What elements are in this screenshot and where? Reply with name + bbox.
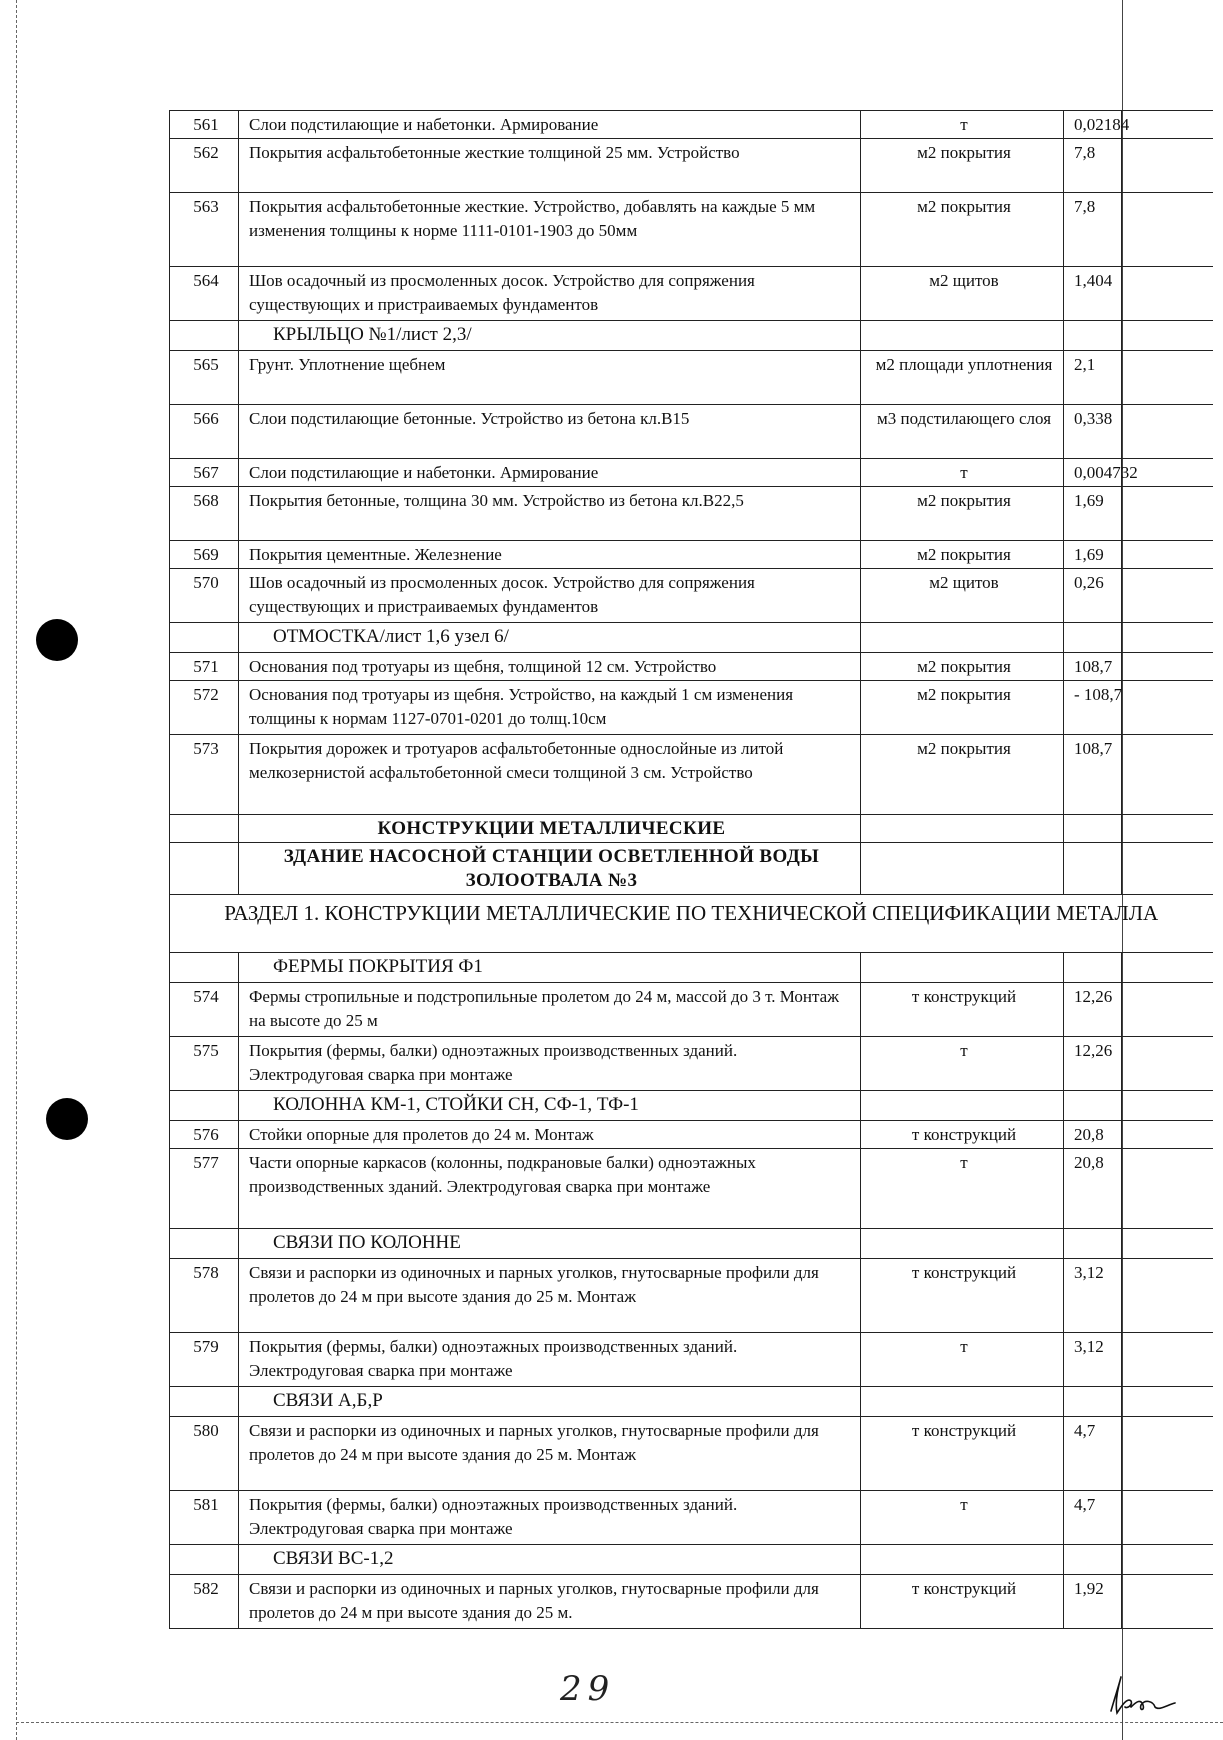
item-description: Части опорные каркасов (колонны, подкрановые балки) одноэтажных производственных зданий. Электродуговая сварка при монтаже bbox=[239, 1149, 861, 1229]
group-title: КОЛОННА КМ-1, СТОЙКИ СН, СФ-1, ТФ-1 bbox=[239, 1091, 861, 1121]
item-unit: м2 покрытия bbox=[861, 193, 1064, 267]
item-extra-cell bbox=[1122, 1575, 1213, 1629]
empty-cell bbox=[1064, 815, 1122, 843]
item-number: 572 bbox=[170, 681, 239, 735]
item-extra-cell bbox=[1122, 681, 1213, 735]
table-row bbox=[170, 139, 1213, 193]
item-quantity: 0,004732 bbox=[1064, 459, 1122, 487]
table-row bbox=[170, 1333, 1213, 1387]
item-quantity: 1,404 bbox=[1064, 267, 1122, 321]
item-unit: м2 щитов bbox=[861, 569, 1064, 623]
item-extra-cell bbox=[1122, 139, 1213, 193]
empty-cell bbox=[861, 1229, 1064, 1259]
empty-cell bbox=[861, 623, 1064, 653]
item-description: Покрытия бетонные, толщина 30 мм. Устройство из бетона кл.В22,5 bbox=[239, 487, 861, 541]
section-title: ЗДАНИЕ НАСОСНОЙ СТАНЦИИ ОСВЕТЛЕННОЙ ВОДЫ ЗОЛООТВАЛА №3 bbox=[239, 843, 861, 895]
item-number: 576 bbox=[170, 1121, 239, 1149]
empty-cell bbox=[1122, 1229, 1213, 1259]
item-number: 561 bbox=[170, 111, 239, 139]
item-unit: т конструкций bbox=[861, 983, 1064, 1037]
item-quantity: 1,69 bbox=[1064, 541, 1122, 569]
item-quantity: 3,12 bbox=[1064, 1259, 1122, 1333]
group-title: ОТМОСТКА/лист 1,6 узел 6/ bbox=[239, 623, 861, 653]
page-number: 29 bbox=[560, 1669, 616, 1709]
item-unit: т bbox=[861, 1491, 1064, 1545]
empty-cell bbox=[1064, 1545, 1122, 1575]
item-extra-cell bbox=[1122, 487, 1213, 541]
item-extra-cell bbox=[1122, 569, 1213, 623]
item-description: Слои подстилающие и набетонки. Армирование bbox=[239, 459, 861, 487]
item-description: Покрытия асфальтобетонные жесткие. Устройство, добавлять на каждые 5 мм изменения толщины к норме 1111-0101-1903 до 50мм bbox=[239, 193, 861, 267]
item-description: Стойки опорные для пролетов до 24 м. Монтаж bbox=[239, 1121, 861, 1149]
item-unit: м2 покрытия bbox=[861, 681, 1064, 735]
item-extra-cell bbox=[1122, 1333, 1213, 1387]
empty-cell bbox=[861, 1545, 1064, 1575]
item-quantity: - 108,7 bbox=[1064, 681, 1122, 735]
empty-cell bbox=[861, 1387, 1064, 1417]
empty-cell bbox=[1122, 953, 1213, 983]
item-unit: т конструкций bbox=[861, 1259, 1064, 1333]
empty-cell bbox=[1122, 1387, 1213, 1417]
item-description: Связи и распорки из одиночных и парных уголков, гнутосварные профили для пролетов до 24 м при высоте здания до 25 м. bbox=[239, 1575, 861, 1629]
item-quantity: 3,12 bbox=[1064, 1333, 1122, 1387]
table-row bbox=[170, 459, 1213, 487]
empty-cell bbox=[1064, 1091, 1122, 1121]
item-quantity: 0,338 bbox=[1064, 405, 1122, 459]
item-description: Шов осадочный из просмоленных досок. Устройство для сопряжения существующих и пристраиваемых фундаментов bbox=[239, 569, 861, 623]
item-unit: т bbox=[861, 111, 1064, 139]
empty-cell bbox=[1122, 623, 1213, 653]
item-quantity: 1,92 bbox=[1064, 1575, 1122, 1629]
item-number: 566 bbox=[170, 405, 239, 459]
empty-cell bbox=[170, 1229, 239, 1259]
table-row bbox=[170, 541, 1213, 569]
item-quantity: 0,02184 bbox=[1064, 111, 1122, 139]
item-quantity: 7,8 bbox=[1064, 139, 1122, 193]
group-heading-row bbox=[170, 953, 1213, 983]
item-extra-cell bbox=[1122, 1417, 1213, 1491]
item-unit: т bbox=[861, 1149, 1064, 1229]
item-quantity: 12,26 bbox=[1064, 1037, 1122, 1091]
table-row bbox=[170, 681, 1213, 735]
group-title: КРЫЛЬЦО №1/лист 2,3/ bbox=[239, 321, 861, 351]
group-heading-row bbox=[170, 1229, 1213, 1259]
item-number: 577 bbox=[170, 1149, 239, 1229]
empty-cell bbox=[170, 953, 239, 983]
empty-cell bbox=[1122, 1091, 1213, 1121]
empty-cell bbox=[861, 815, 1064, 843]
item-extra-cell bbox=[1122, 735, 1213, 815]
item-unit: т конструкций bbox=[861, 1575, 1064, 1629]
table-row bbox=[170, 487, 1213, 541]
item-number: 570 bbox=[170, 569, 239, 623]
item-unit: м2 покрытия bbox=[861, 541, 1064, 569]
group-heading-row bbox=[170, 1091, 1213, 1121]
table-row bbox=[170, 1259, 1213, 1333]
item-number: 569 bbox=[170, 541, 239, 569]
empty-cell bbox=[170, 1387, 239, 1417]
item-quantity: 0,26 bbox=[1064, 569, 1122, 623]
item-description: Грунт. Уплотнение щебнем bbox=[239, 351, 861, 405]
table-row bbox=[170, 1417, 1213, 1491]
table-row bbox=[170, 351, 1213, 405]
item-unit: т bbox=[861, 459, 1064, 487]
empty-cell bbox=[1064, 321, 1122, 351]
empty-cell bbox=[1122, 1545, 1213, 1575]
cut-line-bottom bbox=[16, 1722, 1223, 1723]
empty-cell bbox=[861, 321, 1064, 351]
item-quantity: 108,7 bbox=[1064, 735, 1122, 815]
item-number: 568 bbox=[170, 487, 239, 541]
table-row bbox=[170, 111, 1213, 139]
work-items-table bbox=[169, 110, 1213, 1629]
item-number: 574 bbox=[170, 983, 239, 1037]
group-heading-row bbox=[170, 321, 1213, 351]
item-quantity: 108,7 bbox=[1064, 653, 1122, 681]
item-description: Слои подстилающие и набетонки. Армирование bbox=[239, 111, 861, 139]
group-heading-row bbox=[170, 1387, 1213, 1417]
empty-cell bbox=[170, 815, 239, 843]
item-quantity: 4,7 bbox=[1064, 1417, 1122, 1491]
empty-cell bbox=[1122, 815, 1213, 843]
empty-cell bbox=[170, 1545, 239, 1575]
table-row bbox=[170, 1491, 1213, 1545]
item-extra-cell bbox=[1122, 351, 1213, 405]
table-row bbox=[170, 983, 1213, 1037]
item-extra-cell bbox=[1122, 541, 1213, 569]
item-quantity: 20,8 bbox=[1064, 1121, 1122, 1149]
empty-cell bbox=[1064, 623, 1122, 653]
empty-cell bbox=[170, 843, 239, 895]
empty-cell bbox=[1064, 953, 1122, 983]
item-description: Основания под тротуары из щебня, толщиной 12 см. Устройство bbox=[239, 653, 861, 681]
item-quantity: 20,8 bbox=[1064, 1149, 1122, 1229]
table-row bbox=[170, 267, 1213, 321]
item-description: Покрытия цементные. Железнение bbox=[239, 541, 861, 569]
table-row bbox=[170, 569, 1213, 623]
item-extra-cell bbox=[1122, 405, 1213, 459]
item-unit: м2 покрытия bbox=[861, 653, 1064, 681]
item-extra-cell bbox=[1122, 1149, 1213, 1229]
section-heading-row bbox=[170, 843, 1213, 895]
item-unit: м2 покрытия bbox=[861, 487, 1064, 541]
item-quantity: 4,7 bbox=[1064, 1491, 1122, 1545]
group-title: СВЯЗИ А,Б,Р bbox=[239, 1387, 861, 1417]
table-row bbox=[170, 405, 1213, 459]
empty-cell bbox=[861, 843, 1064, 895]
item-description: Покрытия (фермы, балки) одноэтажных производственных зданий. Электродуговая сварка при монтаже bbox=[239, 1333, 861, 1387]
section-title: КОНСТРУКЦИИ МЕТАЛЛИЧЕСКИЕ bbox=[239, 815, 861, 843]
item-extra-cell bbox=[1122, 983, 1213, 1037]
signature-mark bbox=[1105, 1667, 1185, 1723]
group-heading-row bbox=[170, 623, 1213, 653]
item-unit: м2 площади уплотнения bbox=[861, 351, 1064, 405]
item-number: 564 bbox=[170, 267, 239, 321]
item-quantity: 12,26 bbox=[1064, 983, 1122, 1037]
item-extra-cell bbox=[1122, 267, 1213, 321]
group-heading-row bbox=[170, 1545, 1213, 1575]
item-extra-cell bbox=[1122, 1259, 1213, 1333]
punch-hole bbox=[46, 1098, 88, 1140]
item-quantity: 7,8 bbox=[1064, 193, 1122, 267]
item-description: Шов осадочный из просмоленных досок. Устройство для сопряжения существующих и пристраиваемых фундаментов bbox=[239, 267, 861, 321]
cut-line-left bbox=[16, 0, 17, 1740]
table-row bbox=[170, 653, 1213, 681]
item-description: Основания под тротуары из щебня. Устройство, на каждый 1 см изменения толщины к нормам 1127-0701-0201 до толщ.10см bbox=[239, 681, 861, 735]
work-items-body bbox=[170, 111, 1213, 1629]
table-row bbox=[170, 735, 1213, 815]
empty-cell bbox=[1064, 1387, 1122, 1417]
item-number: 573 bbox=[170, 735, 239, 815]
group-title: ФЕРМЫ ПОКРЫТИЯ Ф1 bbox=[239, 953, 861, 983]
item-extra-cell bbox=[1122, 193, 1213, 267]
empty-cell bbox=[170, 321, 239, 351]
item-quantity: 2,1 bbox=[1064, 351, 1122, 405]
table-row bbox=[170, 1037, 1213, 1091]
table-row bbox=[170, 1575, 1213, 1629]
item-number: 579 bbox=[170, 1333, 239, 1387]
empty-cell bbox=[170, 1091, 239, 1121]
table-row bbox=[170, 1149, 1213, 1229]
item-description: Покрытия (фермы, балки) одноэтажных производственных зданий. Электродуговая сварка при монтаже bbox=[239, 1037, 861, 1091]
item-unit: т bbox=[861, 1333, 1064, 1387]
section-title-row bbox=[170, 895, 1213, 953]
item-number: 567 bbox=[170, 459, 239, 487]
item-number: 582 bbox=[170, 1575, 239, 1629]
item-extra-cell bbox=[1122, 1491, 1213, 1545]
empty-cell bbox=[170, 623, 239, 653]
item-number: 563 bbox=[170, 193, 239, 267]
item-number: 575 bbox=[170, 1037, 239, 1091]
item-extra-cell bbox=[1122, 653, 1213, 681]
section-full-title: РАЗДЕЛ 1. КОНСТРУКЦИИ МЕТАЛЛИЧЕСКИЕ ПО ТЕХНИЧЕСКОЙ СПЕЦИФИКАЦИИ МЕТАЛЛА bbox=[170, 895, 1213, 953]
item-extra-cell bbox=[1122, 111, 1213, 139]
section-heading-row bbox=[170, 815, 1213, 843]
item-quantity: 1,69 bbox=[1064, 487, 1122, 541]
item-unit: т bbox=[861, 1037, 1064, 1091]
empty-cell bbox=[1122, 321, 1213, 351]
item-unit: м2 покрытия bbox=[861, 735, 1064, 815]
item-unit: м2 щитов bbox=[861, 267, 1064, 321]
empty-cell bbox=[861, 1091, 1064, 1121]
item-description: Покрытия дорожек и тротуаров асфальтобетонные однослойные из литой мелкозернистой асфальтобетонной смеси толщиной 3 см. Устройство bbox=[239, 735, 861, 815]
punch-hole bbox=[36, 619, 78, 661]
item-extra-cell bbox=[1122, 1121, 1213, 1149]
group-title: СВЯЗИ ПО КОЛОННЕ bbox=[239, 1229, 861, 1259]
table-row bbox=[170, 193, 1213, 267]
item-number: 562 bbox=[170, 139, 239, 193]
table-row bbox=[170, 1121, 1213, 1149]
item-number: 581 bbox=[170, 1491, 239, 1545]
item-description: Покрытия асфальтобетонные жесткие толщиной 25 мм. Устройство bbox=[239, 139, 861, 193]
item-number: 578 bbox=[170, 1259, 239, 1333]
item-description: Связи и распорки из одиночных и парных уголков, гнутосварные профили для пролетов до 24 м при высоте здания до 25 м. Монтаж bbox=[239, 1417, 861, 1491]
item-extra-cell bbox=[1122, 1037, 1213, 1091]
item-number: 580 bbox=[170, 1417, 239, 1491]
item-number: 565 bbox=[170, 351, 239, 405]
item-description: Покрытия (фермы, балки) одноэтажных производственных зданий. Электродуговая сварка при монтаже bbox=[239, 1491, 861, 1545]
empty-cell bbox=[1064, 843, 1122, 895]
empty-cell bbox=[1122, 843, 1213, 895]
empty-cell bbox=[861, 953, 1064, 983]
item-unit: м3 подстилающего слоя bbox=[861, 405, 1064, 459]
item-number: 571 bbox=[170, 653, 239, 681]
empty-cell bbox=[1064, 1229, 1122, 1259]
item-unit: т конструкций bbox=[861, 1121, 1064, 1149]
item-description: Фермы стропильные и подстропильные пролетом до 24 м, массой до 3 т. Монтаж на высоте до 25 м bbox=[239, 983, 861, 1037]
item-unit: т конструкций bbox=[861, 1417, 1064, 1491]
item-description: Связи и распорки из одиночных и парных уголков, гнутосварные профили для пролетов до 24 м при высоте здания до 25 м. Монтаж bbox=[239, 1259, 861, 1333]
group-title: СВЯЗИ ВС-1,2 bbox=[239, 1545, 861, 1575]
item-description: Слои подстилающие бетонные. Устройство из бетона кл.В15 bbox=[239, 405, 861, 459]
item-unit: м2 покрытия bbox=[861, 139, 1064, 193]
